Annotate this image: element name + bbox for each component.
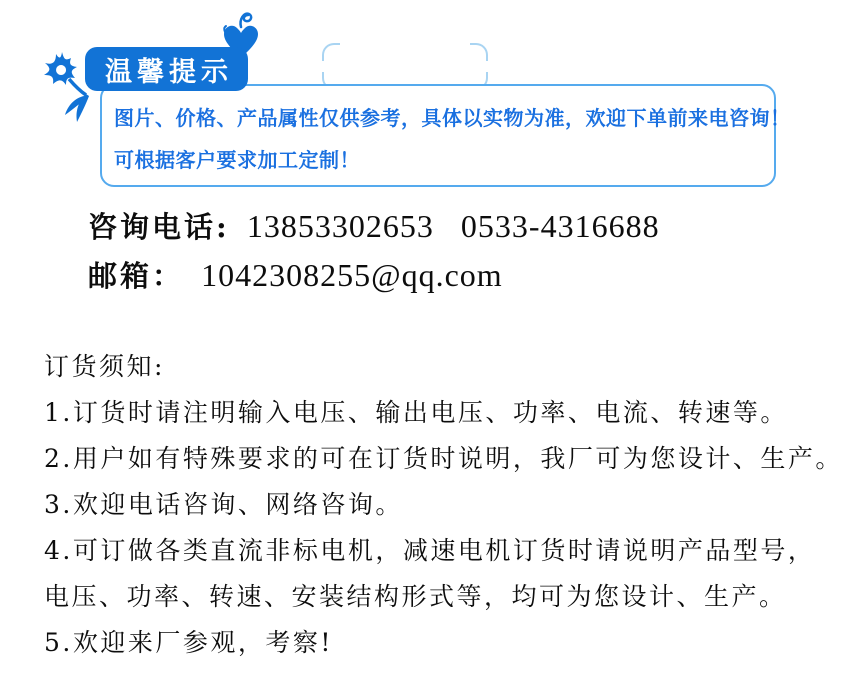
order-note-line: 4.可订做各类直流非标电机，减速电机订货时请说明产品型号， (44, 536, 816, 565)
phone-label: 咨询电话: (88, 210, 230, 244)
contact-block (88, 202, 660, 300)
order-note-line: 1.订货时请注明输入电压、输出电压、功率、电流、转速等。 (44, 398, 788, 427)
ghost-arc (322, 43, 340, 61)
phone-number-landline: 0533-4316688 (460, 208, 660, 244)
order-note-line: 电压、功率、转速、安装结构形式等，均可为您设计、生产。 (44, 582, 787, 611)
phone-line (88, 202, 660, 251)
warm-tips-banner (85, 47, 248, 91)
email-line (88, 251, 660, 300)
order-notes-heading: 订货须知: (44, 352, 165, 381)
email-value: 1042308255@qq.com (201, 257, 503, 293)
order-note-line: 3.欢迎电话咨询、网络咨询。 (44, 490, 403, 519)
order-note-line: 5.欢迎来厂参观，考察! (44, 628, 333, 657)
notice-line-1: 图片、价格、产品属性仅供参考，具体以实物为准，欢迎下单前来电咨询！ (114, 108, 791, 130)
order-note-line: 2.用户如有特殊要求的可在订货时说明，我厂可为您设计、生产。 (44, 444, 843, 473)
notice-box (100, 84, 791, 187)
ghost-arc (470, 43, 488, 61)
order-notes (44, 344, 843, 666)
banner-title: 温馨提示 (105, 56, 233, 87)
notice-line-2: 可根据客户要求加工定制！ (114, 150, 360, 172)
phone-number-mobile: 13853302653 (246, 208, 434, 244)
email-label: 邮箱： (88, 259, 185, 293)
